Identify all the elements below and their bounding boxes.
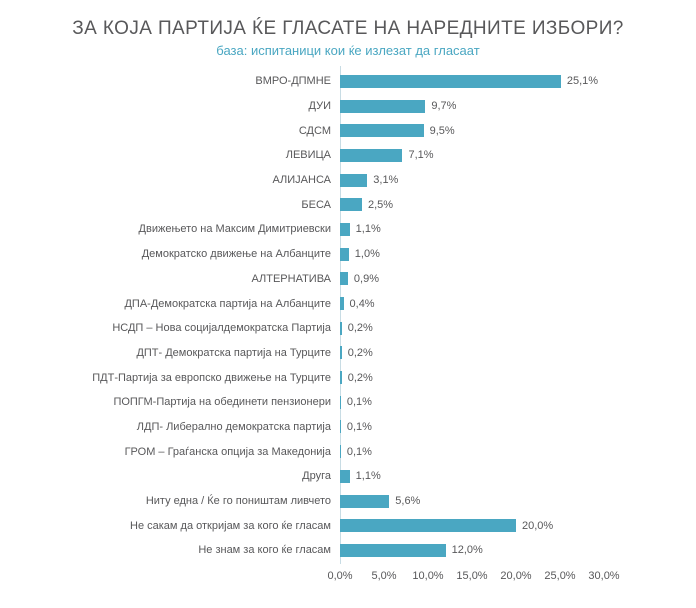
- plot-area: [0, 69, 696, 563]
- category-label: АЛТЕРНАТИВА: [251, 272, 331, 285]
- value-label: 25,1%: [566, 75, 599, 88]
- bar: [340, 396, 341, 409]
- category-label: Движењето на Максим Димитриевски: [138, 223, 331, 236]
- chart-row: [0, 390, 696, 415]
- x-axis-tick-label: 0,0%: [327, 570, 353, 582]
- category-label: ПДТ-Партија за европско движење на Турците: [92, 371, 331, 384]
- bar: [340, 297, 344, 310]
- bar: [340, 420, 341, 433]
- category-label: ГРОМ – Граѓанска опција за Македонија: [124, 445, 331, 458]
- category-label: ПОПГМ-Партија на обединети пензионери: [113, 396, 331, 409]
- bar: [340, 248, 349, 261]
- bar-area: [340, 217, 696, 242]
- value-label: 0,2%: [347, 371, 373, 384]
- x-axis-tick-label: 15,0%: [456, 570, 488, 582]
- chart-row: [0, 94, 696, 119]
- chart-subtitle: база: испитаници кои ќе излезат да гласаат: [216, 43, 480, 58]
- bar-area: [340, 538, 696, 563]
- value-label: 1,1%: [355, 223, 381, 236]
- chart-title: ЗА КОЈА ПАРТИЈА ЌЕ ГЛАСАТЕ НА НАРЕДНИТЕ ИЗБОРИ?: [72, 18, 624, 39]
- bar: [340, 75, 561, 88]
- value-label: 0,1%: [346, 396, 372, 409]
- bar: [340, 445, 341, 458]
- value-label: 3,1%: [373, 174, 399, 187]
- bar: [340, 174, 367, 187]
- category-label: СДСМ: [298, 124, 331, 137]
- value-label: 1,0%: [354, 248, 380, 261]
- bar: [340, 124, 424, 137]
- category-label: ВМРО-ДПМНЕ: [255, 75, 331, 88]
- chart-row: [0, 267, 696, 292]
- value-label: 0,2%: [347, 346, 373, 359]
- value-label: 0,4%: [349, 297, 375, 310]
- bar: [340, 149, 402, 162]
- bar: [340, 544, 446, 557]
- category-label: НСДП – Нова социјалдемократска Партија: [112, 322, 331, 335]
- x-axis-tick-label: 5,0%: [371, 570, 397, 582]
- bar: [340, 470, 350, 483]
- category-label: Демократско движење на Албанците: [141, 248, 331, 261]
- value-label: 0,2%: [347, 322, 373, 335]
- bar: [340, 272, 348, 285]
- category-label: ЛДП- Либерално демократска партија: [136, 420, 331, 433]
- chart-row: [0, 217, 696, 242]
- chart-row: [0, 439, 696, 464]
- bar-area: [340, 143, 696, 168]
- category-label: ЛЕВИЦА: [285, 149, 331, 162]
- value-label: 9,5%: [429, 124, 455, 137]
- category-label: ДПА-Демократска партија на Албанците: [124, 297, 331, 310]
- bar-area: [340, 168, 696, 193]
- x-axis-tick-label: 20,0%: [500, 570, 532, 582]
- chart-row: [0, 464, 696, 489]
- chart-row: [0, 242, 696, 267]
- category-label: Не знам за кого ќе гласам: [198, 544, 331, 557]
- bar-area: [340, 390, 696, 415]
- bar: [340, 223, 350, 236]
- bar-area: [340, 192, 696, 217]
- value-label: 2,5%: [368, 198, 394, 211]
- bar-area: [340, 513, 696, 538]
- bar: [340, 198, 362, 211]
- chart-row: [0, 538, 696, 563]
- bar-area: [340, 291, 696, 316]
- bar-area: [340, 267, 696, 292]
- bar: [340, 346, 342, 359]
- value-label: 7,1%: [408, 149, 434, 162]
- x-axis-tick-label: 25,0%: [544, 570, 576, 582]
- bar-area: [340, 94, 696, 119]
- category-label: АЛИЈАНСА: [272, 174, 331, 187]
- value-label: 1,1%: [355, 470, 381, 483]
- value-label: 0,1%: [346, 445, 372, 458]
- x-axis: [0, 570, 696, 586]
- bar-area: [340, 464, 696, 489]
- bar-area: [340, 365, 696, 390]
- chart-row: [0, 365, 696, 390]
- chart-row: [0, 192, 696, 217]
- category-label: ДПТ- Демократска партија на Турците: [136, 346, 331, 359]
- category-label: Не сакам да откријам за кого ќе гласам: [130, 519, 331, 532]
- bar: [340, 322, 342, 335]
- bar-area: [340, 242, 696, 267]
- bar: [340, 100, 425, 113]
- category-label: Друга: [302, 470, 331, 483]
- bar-area: [340, 439, 696, 464]
- bar: [340, 371, 342, 384]
- value-label: 0,9%: [353, 272, 379, 285]
- x-axis-tick-label: 10,0%: [412, 570, 444, 582]
- bar-area: [340, 415, 696, 440]
- chart-row: [0, 415, 696, 440]
- value-label: 9,7%: [431, 100, 457, 113]
- category-label: БЕСА: [301, 198, 331, 211]
- category-label: ДУИ: [308, 100, 331, 113]
- chart-row: [0, 316, 696, 341]
- chart-row: [0, 168, 696, 193]
- chart-row: [0, 69, 696, 94]
- value-label: 5,6%: [395, 495, 421, 508]
- chart-row: [0, 291, 696, 316]
- value-label: 20,0%: [522, 519, 554, 532]
- x-axis-tick-label: 30,0%: [588, 570, 620, 582]
- category-label: Ниту една / Ќе го поништам ливчето: [145, 495, 331, 508]
- bar: [340, 495, 389, 508]
- value-label: 0,1%: [346, 420, 372, 433]
- chart-row: [0, 118, 696, 143]
- chart-row: [0, 143, 696, 168]
- bar-area: [340, 118, 696, 143]
- bar-area: [340, 489, 696, 514]
- bar-area: [340, 316, 696, 341]
- chart-row: [0, 341, 696, 366]
- bar-area: [340, 69, 696, 94]
- bar: [340, 519, 516, 532]
- chart-row: [0, 489, 696, 514]
- value-label: 12,0%: [451, 544, 483, 557]
- bar-area: [340, 341, 696, 366]
- chart-row: [0, 513, 696, 538]
